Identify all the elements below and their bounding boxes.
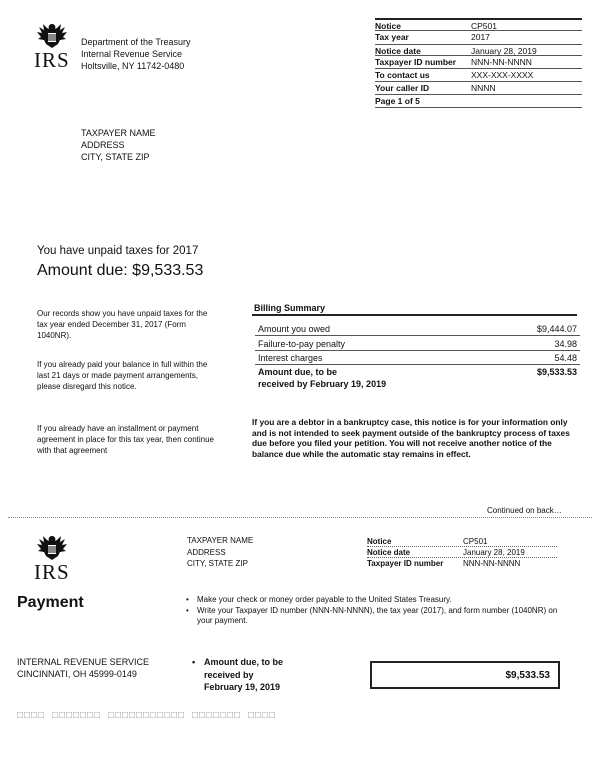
- amount-label-line: February 19, 2019: [204, 682, 281, 692]
- billing-total-value: $9,533.53: [536, 367, 577, 377]
- page-label: Page 1 of 5: [375, 95, 420, 106]
- unpaid-heading: You have unpaid taxes for 2017: [37, 245, 199, 257]
- stub-amount-label: [192, 656, 283, 694]
- irs-logo: [34, 22, 70, 70]
- info-value: NNNN: [471, 82, 496, 93]
- address-line: INTERNAL REVENUE SERVICE: [17, 657, 150, 667]
- billing-row: [255, 352, 580, 365]
- irs-mailing-address: [17, 656, 149, 680]
- taxpayer-address: [81, 127, 156, 163]
- billing-total-row: [255, 366, 580, 390]
- eagle-icon: [35, 534, 69, 562]
- address-line: TAXPAYER NAME: [187, 536, 254, 545]
- stub-info-table: [367, 536, 557, 569]
- agency-line: Internal Revenue Service: [81, 49, 183, 59]
- notice-info-table: [375, 18, 582, 108]
- amount-label-line: • Amount due, to be: [192, 657, 283, 667]
- info-row: [375, 82, 582, 95]
- info-value: NNN-NN-NNNN: [463, 559, 521, 568]
- scan-line: □□□□ □□□□□□□ □□□□□□□□□□□ □□□□□□□ □□□□: [17, 711, 277, 722]
- installment-paragraph: If you already have an installment or payment agreement in place for this tax year, then continue with that agreement: [37, 424, 214, 455]
- agency-address: [81, 36, 191, 72]
- info-row: [375, 31, 582, 44]
- instruction-item: • Write your Taxpayer ID number (NNN-NN-NNNN), the tax year (2017), and form number (1040NR) on your payment.: [183, 606, 563, 627]
- info-row: [375, 44, 582, 57]
- info-value: NNN-NN-NNNN: [471, 57, 532, 68]
- billing-row: [255, 323, 580, 336]
- billing-label: Amount you owed: [258, 324, 331, 334]
- logo-text: IRS: [34, 48, 70, 72]
- billing-total-label: [258, 366, 386, 390]
- paid-paragraph: If you already paid your balance in full within the last 21 days or made payment arrangements, please disregard this notice.: [37, 360, 208, 391]
- total-label-line: Amount due, to be: [258, 367, 337, 377]
- info-value: XXX-XXX-XXXX: [471, 70, 534, 81]
- info-row: [367, 547, 557, 558]
- billing-value: 34.98: [554, 339, 577, 349]
- amount-due-box: [370, 661, 560, 689]
- info-label: Notice date: [375, 45, 421, 56]
- info-label: To contact us: [375, 70, 430, 81]
- info-label: Your caller ID: [375, 82, 430, 93]
- address-line: CITY, STATE ZIP: [187, 559, 248, 568]
- info-row: [367, 558, 557, 569]
- amount-due-heading: Amount due: $9,533.53: [37, 262, 204, 279]
- billing-summary-title: Billing Summary: [252, 302, 577, 316]
- agency-line: Holtsville, NY 11742-0480: [81, 61, 185, 71]
- total-label-line: received by February 19, 2019: [258, 379, 387, 389]
- agency-line: Department of the Treasury: [81, 37, 191, 47]
- address-line: CINCINNATI, OH 45999-0149: [17, 669, 137, 679]
- info-value: CP501: [463, 537, 488, 546]
- info-value: January 28, 2019: [471, 45, 537, 56]
- info-row: [375, 18, 582, 31]
- tear-line: [8, 517, 592, 518]
- bankruptcy-note: If you are a debtor in a bankruptcy case, this notice is for your information only and is not intended to seek payment outside of the bankruptcy process of taxes due before you filed your petition. You will not receive another notice of the balance due while the automatic stay remains in effect.: [252, 417, 570, 459]
- address-line: CITY, STATE ZIP: [81, 152, 150, 162]
- continued-on-back: Continued on back…: [487, 506, 562, 515]
- address-line: ADDRESS: [81, 140, 125, 150]
- eagle-icon: [35, 22, 69, 50]
- info-row: [375, 69, 582, 82]
- info-label: Notice: [375, 21, 401, 31]
- billing-value: 54.48: [554, 353, 577, 363]
- info-label: Notice: [367, 537, 392, 546]
- info-row: [367, 536, 557, 547]
- info-value: CP501: [471, 21, 497, 31]
- amount-label-line: received by: [204, 669, 254, 680]
- records-paragraph: Our records show you have unpaid taxes for the tax year ended December 31, 2017 (Form 1040NR).: [37, 309, 208, 340]
- amount-due-value: $9,533.53: [505, 669, 550, 681]
- info-row: [375, 95, 582, 108]
- address-line: TAXPAYER NAME: [81, 128, 156, 138]
- info-label: Taxpayer ID number: [375, 57, 457, 68]
- info-value: 2017: [471, 31, 490, 42]
- payment-instructions: [183, 595, 563, 627]
- info-value: January 28, 2019: [463, 548, 525, 557]
- billing-value: $9,444.07: [536, 324, 577, 334]
- info-row: [375, 56, 582, 69]
- stub-taxpayer-address: [187, 535, 253, 570]
- address-line: ADDRESS: [187, 547, 226, 557]
- info-label: Taxpayer ID number: [367, 559, 444, 568]
- info-label: Tax year: [375, 31, 409, 42]
- billing-label: Failure-to-pay penalty: [258, 339, 346, 349]
- stub-irs-logo: [34, 534, 70, 582]
- billing-row: [255, 338, 580, 351]
- instruction-item: • Make your check or money order payable to the United States Treasury.: [183, 595, 563, 606]
- amount-label-text: Amount due, to be: [204, 657, 283, 667]
- payment-title: Payment: [17, 594, 84, 611]
- info-label: Notice date: [367, 548, 411, 557]
- billing-label: Interest charges: [258, 353, 323, 363]
- logo-text: IRS: [34, 560, 70, 584]
